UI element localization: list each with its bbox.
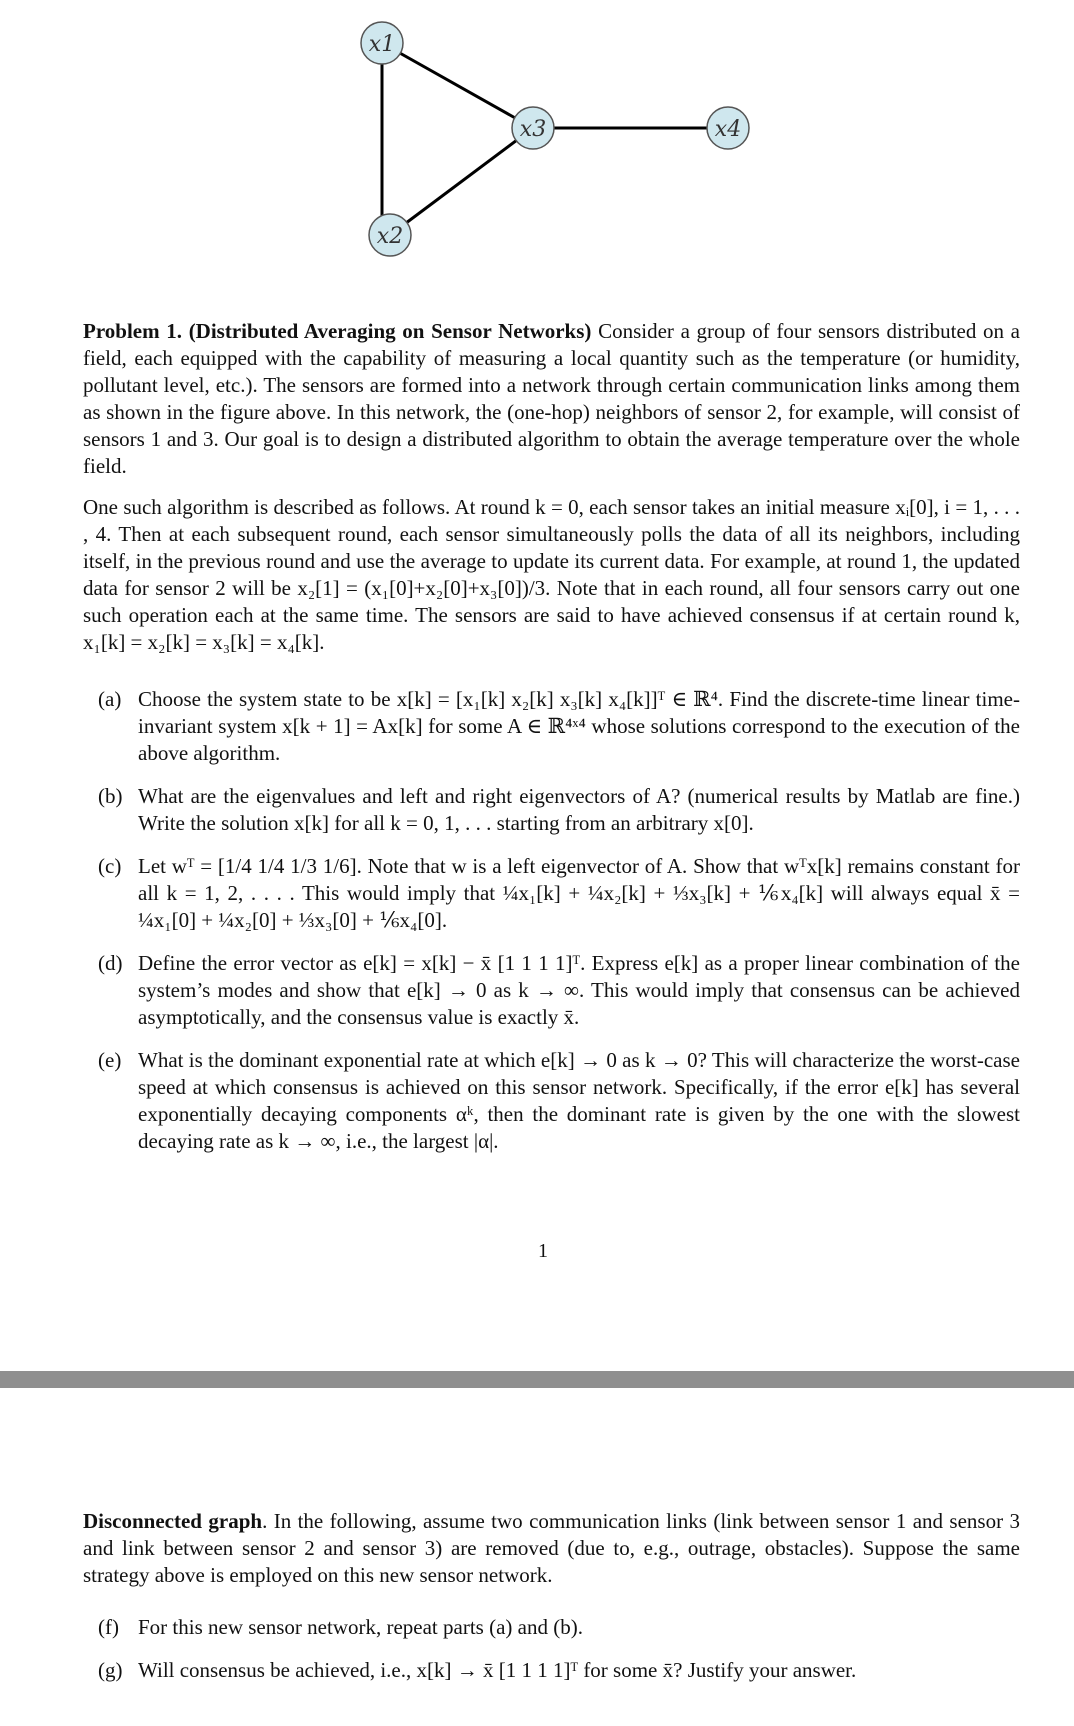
section2-paragraph xyxy=(83,1508,1020,1589)
part-text: Let wᵀ = [1/4 1/4 1/3 1/6]. Note that w is a left eigenvector of A. Show that wᵀx[k] remains constant for all k = 1, 2, . . . . This would imply that ¼x₁[k] + ¼x₂[k] + ⅓x₃[k] + ⅙x₄[k] will always equal x̄ = ¼x₁[0] + ¼x₂[0] + ⅓x₃[0] + ⅙x₄[0]. xyxy=(138,854,1020,932)
part-text: Will consensus be achieved, i.e., x[k] → x̄ [1 1 1 1]ᵀ for some x̄? Justify your answer. xyxy=(138,1658,857,1682)
part-a xyxy=(98,686,1020,767)
section2-heading: Disconnected graph xyxy=(83,1509,263,1533)
svg-text:x2: x2 xyxy=(376,224,404,249)
svg-text:x3: x3 xyxy=(519,117,547,142)
part-label: (c) xyxy=(98,854,122,878)
part-text: What is the dominant exponential rate at which e[k] → 0 as k → 0? This will characterize the worst-case speed at which consensus is achieved on this sensor network. Specifically, if the error e[k] has several exponentially decaying components αᵏ, then the dominant rate is given by the one with the slowest decaying rate as k → ∞, i.e., the largest |α|. xyxy=(138,1048,1020,1153)
page-divider xyxy=(0,1371,1074,1388)
node-x1 xyxy=(361,22,403,64)
edge-x1-x3 xyxy=(382,43,533,128)
part-label: (a) xyxy=(98,687,122,711)
page-number: 1 xyxy=(538,1240,548,1262)
parts-list xyxy=(98,686,1020,1171)
part-f xyxy=(98,1614,1020,1641)
algorithm-paragraph: One such algorithm is described as follows. At round k = 0, each sensor takes an initial measure xᵢ[0], i = 1, . . . , 4. Then at each subsequent round, each sensor simultaneously polls the data of all its neighbors, including itself, in the previous round and use the average to update its current data. For example, at round 1, the updated data for sensor 2 will be x₂[1] = (x₁[0]+x₂[0]+x₃[0])/3. Note that in each round, all four sensors carry out one such operation each at the same time. The sensors are said to have achieved consensus if at certain round k, x₁[k] = x₂[k] = x₃[k] = x₄[k]. xyxy=(83,495,1020,654)
svg-text:x4: x4 xyxy=(714,117,742,142)
part-text: Choose the system state to be x[k] = [x₁[k] x₂[k] x₃[k] x₄[k]]ᵀ ∈ ℝ⁴. Find the discrete-time linear time-invariant system x[k + 1] = Ax[k] for some A ∈ ℝ⁴ˣ⁴ whose solutions correspond to the execution of the above algorithm. xyxy=(138,687,1020,765)
problem-intro-text: Consider a group of four sensors distributed on a field, each equipped with the capability of measuring a local quantity such as the temperature (or humidity, pollutant level, etc.). The sensors are formed into a network through certain communication links among them as shown in the figure above. In this network, the (one-hop) neighbors of sensor 2, for example, will consist of sensors 1 and 3. Our goal is to design a distributed algorithm to obtain the average temperature over the whole field. xyxy=(83,319,1020,478)
svg-text:x1: x1 xyxy=(368,32,396,57)
node-x2 xyxy=(369,214,411,256)
part-text: What are the eigenvalues and left and right eigenvectors of A? (numerical results by Matlab are fine.) Write the solution x[k] for all k = 0, 1, . . . starting from an arbitrary x[0]. xyxy=(138,784,1020,835)
part-text: For this new sensor network, repeat parts (a) and (b). xyxy=(138,1615,583,1639)
node-x4 xyxy=(707,107,749,149)
part-g xyxy=(98,1657,1020,1684)
part-b xyxy=(98,783,1020,837)
part-text: Define the error vector as e[k] = x[k] − x̄ [1 1 1 1]ᵀ. Express e[k] as a proper linear combination of the system’s modes and show that e[k] → 0 as k → ∞. This would imply that consensus can be achieved asymptotically, and the consensus value is exactly x̄. xyxy=(138,951,1020,1029)
part-label: (f) xyxy=(98,1615,119,1639)
part-d xyxy=(98,950,1020,1031)
node-x3 xyxy=(512,107,554,149)
problem-heading: Problem 1. xyxy=(83,319,183,343)
part-label: (e) xyxy=(98,1048,122,1072)
part-c xyxy=(98,853,1020,934)
problem-title: (Distributed Averaging on Sensor Networks) xyxy=(188,319,592,343)
part-label: (g) xyxy=(98,1658,123,1682)
section2-parts xyxy=(98,1614,1020,1700)
section2-text: . In the following, assume two communication links (link between sensor 1 and sensor 3 and link between sensor 2 and sensor 3) are removed (due to, e.g., outrage, obstacles). Suppose the same strategy above is employed on this new sensor network. xyxy=(83,1509,1020,1587)
part-label: (d) xyxy=(98,951,123,975)
problem-intro xyxy=(83,318,1020,480)
sensor-network-graph xyxy=(0,0,1074,260)
edge-x2-x3 xyxy=(390,128,533,235)
part-label: (b) xyxy=(98,784,123,808)
part-e xyxy=(98,1047,1020,1155)
